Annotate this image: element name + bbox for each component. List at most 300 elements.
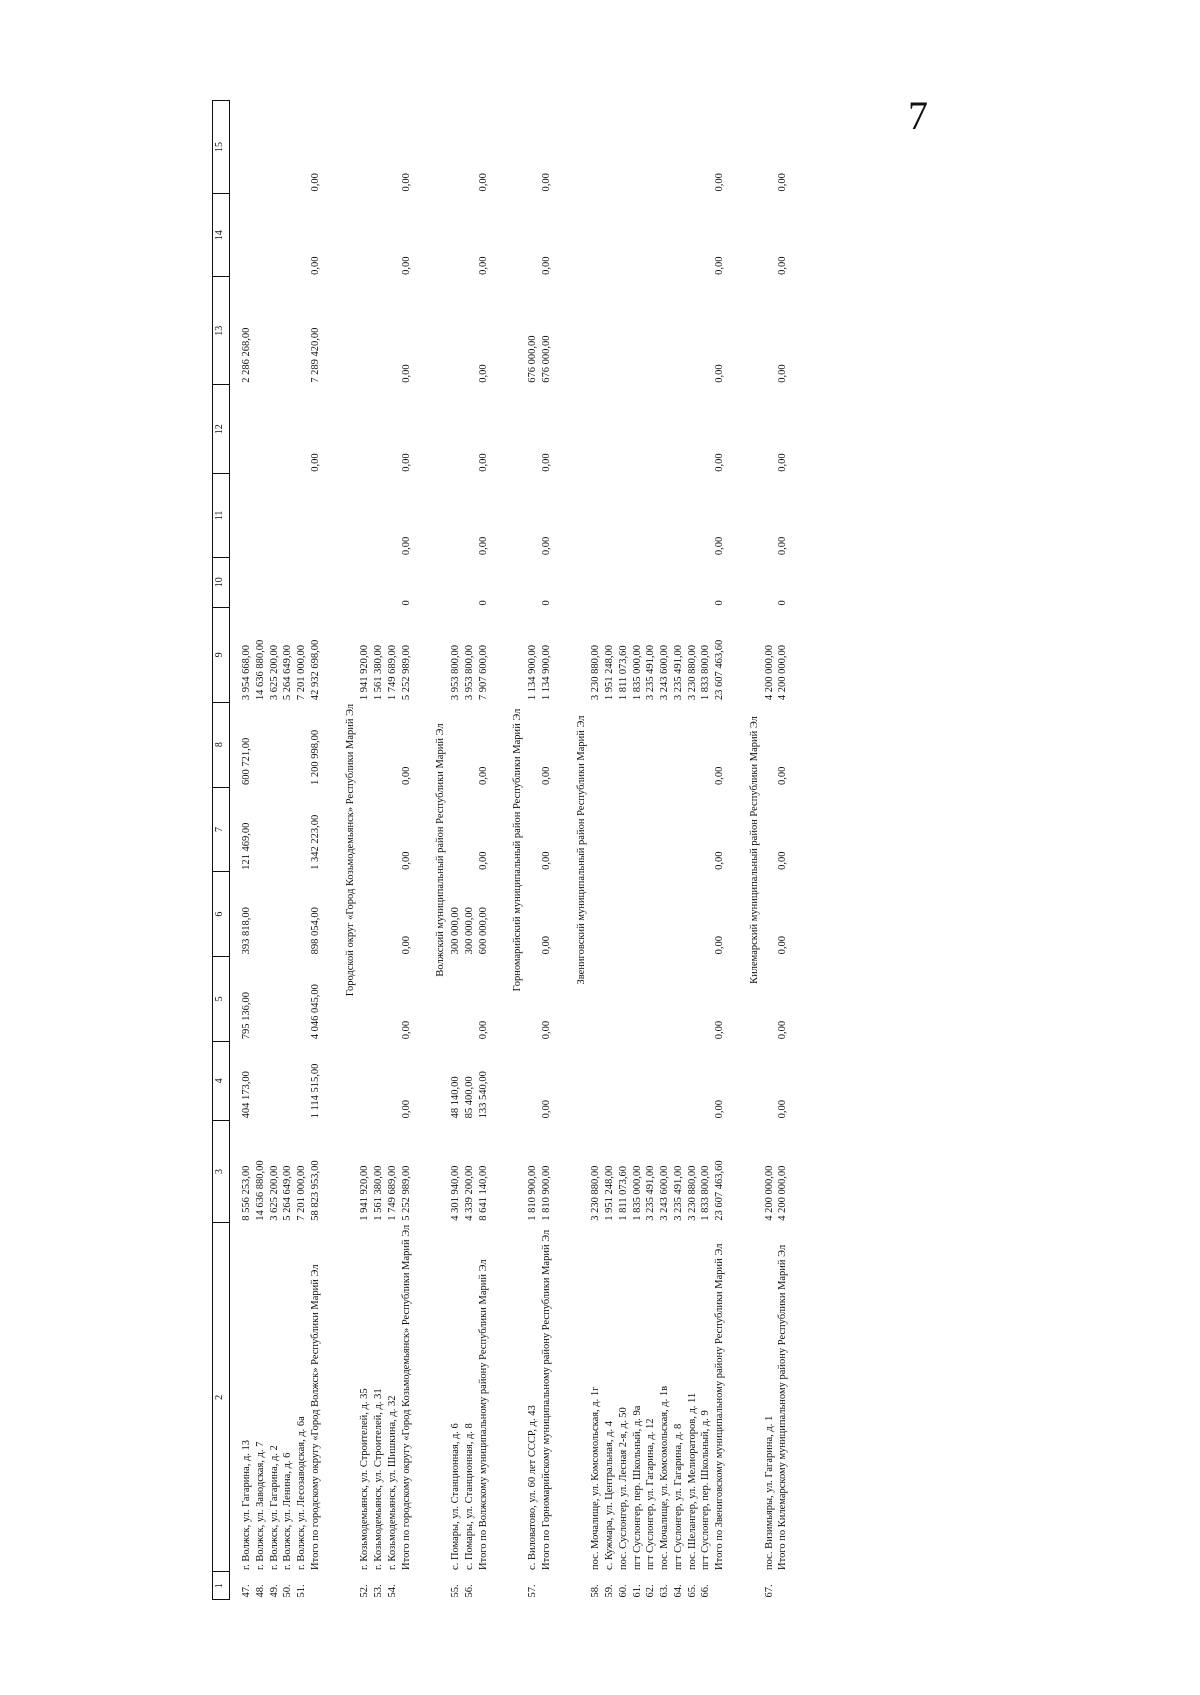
amount-cell: 1 561 380,00 (373, 645, 384, 701)
amount-cell: 0,00 (540, 851, 552, 870)
amount-cell (281, 277, 295, 385)
amount-cell (372, 101, 386, 194)
address-cell: г. Волжск, ул. Ленина, д. 6 (282, 1452, 294, 1570)
amount-cell (589, 956, 603, 1041)
amount-cell: 0,00 (777, 453, 789, 472)
section-heading-row (343, 101, 359, 1600)
amount-cell (686, 557, 700, 607)
column-number-cell: 11 (213, 474, 230, 557)
amount-cell (658, 385, 672, 474)
amount-cell (526, 956, 540, 1041)
amount-cell (589, 277, 603, 385)
amount-cell (240, 101, 254, 194)
amount-cell: 133 540,00 (477, 1071, 489, 1119)
spacer-row (333, 101, 343, 1600)
column-number-cell: 9 (213, 608, 230, 703)
amount-cell: 0,00 (714, 851, 725, 870)
amount-cell (631, 872, 645, 957)
address-cell: пгт Суслонгер, ул. Гагарина, д. 8 (672, 1423, 684, 1570)
amount-cell (672, 385, 686, 474)
amount-cell: 0,00 (400, 536, 412, 556)
amount-cell (268, 194, 282, 277)
row-number: 58. (590, 1584, 602, 1598)
amount-cell: 0,00 (540, 173, 552, 192)
amount-cell: 0,00 (477, 851, 489, 870)
amount-cell (686, 277, 700, 385)
amount-cell (617, 557, 631, 607)
address-cell: пгт Суслонгер, пер. Школьный, д. 9а (631, 1405, 643, 1570)
amount-cell (589, 557, 603, 607)
table-row (295, 101, 309, 1600)
amount-cell (763, 702, 777, 787)
amount-cell: 3 235 491,00 (672, 1165, 684, 1221)
row-number (540, 1572, 554, 1600)
amount-cell (763, 872, 777, 957)
amount-cell (686, 194, 700, 277)
amount-cell (699, 872, 713, 957)
amount-cell (268, 702, 282, 787)
column-number-cell: 1 (213, 1572, 230, 1600)
amount-cell (617, 872, 631, 957)
amount-cell (358, 956, 372, 1041)
amount-cell (617, 101, 631, 194)
amount-cell (309, 557, 323, 607)
amount-cell: 0,00 (477, 364, 489, 383)
amount-cell: 0,00 (540, 453, 552, 472)
amount-cell (372, 956, 386, 1041)
amount-cell (699, 557, 713, 607)
amount-cell (644, 787, 658, 872)
amount-cell (589, 872, 603, 957)
amount-cell (589, 1041, 603, 1120)
amount-cell: 3 235 491,00 (672, 645, 684, 701)
amount-cell (254, 956, 268, 1041)
amount-cell: 0,00 (309, 173, 321, 192)
amount-cell: 0,00 (714, 173, 725, 192)
amount-cell: 7 201 000,00 (296, 645, 307, 701)
amount-cell (603, 956, 617, 1041)
address-cell: с. Кужмара, ул. Центральная, д. 4 (604, 1420, 615, 1570)
amount-cell (672, 956, 686, 1041)
row-number (400, 1572, 414, 1600)
amount-cell (672, 1041, 686, 1120)
table-row (763, 101, 777, 1600)
amount-cell: 898 054,00 (309, 907, 321, 955)
amount-cell (449, 277, 463, 385)
address-cell: пос. Суслонгер, ул. Лесная 2-я, д. 50 (617, 1407, 629, 1570)
table-row (526, 101, 540, 1600)
column-number-cell: 13 (213, 277, 230, 385)
amount-cell: 14 636 880,00 (254, 1160, 266, 1221)
spacer-row (554, 101, 564, 1600)
section-heading: Звениговский муниципальный район Республики Марий Эл (575, 715, 587, 985)
amount-cell: 48 140,00 (450, 1076, 461, 1119)
amount-cell: 0 (477, 600, 489, 606)
amount-cell (603, 385, 617, 474)
amount-cell (254, 702, 268, 787)
amount-cell (449, 702, 463, 787)
amount-cell: 0,00 (540, 536, 552, 556)
amount-cell (240, 557, 254, 607)
address-cell: с. Помары, ул. Станционная, д. 6 (450, 1423, 461, 1570)
amount-cell: 0,00 (777, 364, 789, 383)
amount-cell: 0,00 (714, 364, 725, 383)
total-row (400, 101, 414, 1600)
row-number (713, 1572, 727, 1600)
amount-cell (268, 101, 282, 194)
amount-cell: 4 200 000,00 (763, 645, 775, 701)
amount-cell (268, 956, 282, 1041)
amount-cell (358, 557, 372, 607)
amount-cell (617, 474, 631, 557)
amount-cell: 4 339 200,00 (463, 1165, 475, 1221)
amount-cell: 5 252 989,00 (400, 645, 412, 701)
amount-cell: 5 264 649,00 (282, 645, 294, 701)
amount-cell (254, 557, 268, 607)
amount-cell (686, 385, 700, 474)
amount-cell: 1 200 998,00 (309, 729, 321, 786)
amount-cell: 300 000,00 (450, 907, 461, 955)
amount-cell (686, 787, 700, 872)
amount-cell (658, 787, 672, 872)
amount-cell (644, 1041, 658, 1120)
amount-cell: 14 636 880,00 (254, 639, 266, 701)
amount-cell: 1 810 900,00 (540, 1165, 552, 1221)
spacer-row (490, 101, 500, 1600)
amount-cell (672, 702, 686, 787)
amount-cell: 0,00 (540, 1100, 552, 1119)
amount-cell (449, 385, 463, 474)
row-number: 59. (604, 1584, 615, 1598)
amount-cell: 4 200 000,00 (777, 645, 789, 701)
amount-cell (358, 277, 372, 385)
amount-cell: 5 264 649,00 (282, 1165, 294, 1221)
amount-cell: 3 243 600,00 (659, 1165, 670, 1221)
row-number: 53. (373, 1584, 384, 1598)
row-number (477, 1572, 491, 1600)
section-heading: Городской округ «Город Козьмодемьянск» Республики Марий Эл (344, 703, 356, 997)
amount-cell (254, 385, 268, 474)
total-label: Итого по городскому округу «Город Козьмодемьянск» Республики Марий Эл (400, 1224, 412, 1570)
row-number: 63. (659, 1584, 670, 1598)
section-heading: Горномарийский муниципальный район Республики Марий Эл (512, 708, 524, 992)
amount-cell (254, 277, 268, 385)
amount-cell: 0,00 (777, 173, 789, 192)
amount-cell: 0,00 (309, 256, 321, 275)
amount-cell: 0,00 (777, 766, 789, 786)
amount-cell (658, 101, 672, 194)
page-number: 7 (908, 93, 928, 138)
table-row (372, 101, 386, 1600)
section-heading: Килемарский муниципальный район Республики Марий Эл (748, 716, 760, 984)
amount-cell: 0,00 (540, 936, 552, 955)
amount-cell (763, 385, 777, 474)
amount-cell (463, 385, 477, 474)
amount-cell (281, 787, 295, 872)
amount-cell: 0,00 (714, 1100, 725, 1119)
amount-cell (526, 194, 540, 277)
amount-cell: 393 818,00 (241, 907, 252, 955)
amount-cell (686, 702, 700, 787)
amount-cell (631, 956, 645, 1041)
table-row (631, 101, 645, 1600)
amount-cell: 7 907 600,00 (477, 645, 489, 701)
amount-cell (631, 385, 645, 474)
amount-cell: 1 749 689,00 (386, 1165, 398, 1221)
amount-cell (763, 557, 777, 607)
amount-cell (240, 385, 254, 474)
amount-cell (358, 787, 372, 872)
amount-cell (631, 1041, 645, 1120)
section-heading-row (433, 101, 449, 1600)
amount-cell (763, 1041, 777, 1120)
amount-cell (268, 872, 282, 957)
amount-cell: 3 230 880,00 (686, 645, 698, 701)
amount-cell (644, 385, 658, 474)
amount-cell (295, 702, 309, 787)
table-row (240, 101, 254, 1600)
amount-cell: 1 951 248,00 (604, 1165, 615, 1221)
amount-cell (463, 956, 477, 1041)
amount-cell (463, 474, 477, 557)
amount-cell: 4 200 000,00 (777, 1165, 789, 1221)
amount-cell (699, 277, 713, 385)
amount-cell (672, 474, 686, 557)
spacer-row (564, 101, 574, 1600)
amount-cell (631, 277, 645, 385)
amount-cell: 1 833 800,00 (700, 645, 712, 701)
amount-cell (589, 787, 603, 872)
budget-table (212, 100, 800, 1600)
row-number: 64. (672, 1584, 684, 1598)
amount-cell: 1 114 515,00 (309, 1063, 321, 1119)
amount-cell (295, 474, 309, 557)
amount-cell (644, 956, 658, 1041)
amount-cell (449, 557, 463, 607)
amount-cell: 1 835 000,00 (631, 645, 643, 701)
amount-cell: 0,00 (400, 766, 412, 786)
amount-cell (589, 702, 603, 787)
amount-cell (463, 101, 477, 194)
amount-cell: 3 953 800,00 (463, 645, 475, 701)
amount-cell: 0,00 (400, 1020, 412, 1040)
column-number-cell: 7 (213, 787, 230, 872)
table-row (386, 101, 400, 1600)
amount-cell: 4 301 940,00 (450, 1165, 461, 1221)
table-row (463, 101, 477, 1600)
amount-cell (617, 277, 631, 385)
amount-cell: 42 932 698,00 (309, 639, 321, 701)
address-cell: пгт Суслонгер, пер. Школьный, д. 9 (700, 1410, 712, 1570)
row-number: 49. (268, 1584, 280, 1598)
amount-cell (699, 385, 713, 474)
amount-cell (699, 194, 713, 277)
amount-cell: 0,00 (714, 256, 725, 275)
amount-cell: 4 046 045,00 (309, 984, 321, 1040)
amount-cell (295, 557, 309, 607)
amount-cell: 23 607 463,60 (714, 1160, 725, 1221)
row-number: 51. (296, 1584, 307, 1598)
row-number: 48. (254, 1584, 266, 1598)
amount-cell (699, 474, 713, 557)
amount-cell: 0,00 (477, 173, 489, 192)
amount-cell (386, 956, 400, 1041)
address-cell: г. Козьмодемьянск, ул. Строителей, д. 35 (359, 1388, 371, 1570)
amount-cell (372, 1041, 386, 1120)
amount-cell (603, 277, 617, 385)
amount-cell (295, 277, 309, 385)
row-number: 47. (241, 1584, 252, 1598)
amount-cell (254, 474, 268, 557)
row-number: 67. (763, 1584, 775, 1598)
amount-cell (631, 194, 645, 277)
amount-cell (699, 787, 713, 872)
address-cell: г. Волжск, ул. Гагарина, д. 13 (241, 1439, 252, 1570)
spacer-row (230, 101, 241, 1600)
amount-cell (603, 101, 617, 194)
amount-cell (449, 956, 463, 1041)
amount-cell (644, 101, 658, 194)
amount-cell: 0,00 (540, 256, 552, 275)
amount-cell: 3 235 491,00 (645, 645, 657, 701)
amount-cell (617, 702, 631, 787)
amount-cell (658, 474, 672, 557)
total-label: Итого по Горномарийскому муниципальному району Республики Марий Эл (540, 1229, 552, 1570)
amount-cell (526, 872, 540, 957)
amount-cell (686, 101, 700, 194)
amount-cell (372, 194, 386, 277)
address-cell: с. Помары, ул. Станционная, д. 8 (463, 1423, 475, 1570)
amount-cell (686, 1041, 700, 1120)
amount-cell (386, 702, 400, 787)
row-number (776, 1572, 790, 1600)
amount-cell (240, 194, 254, 277)
amount-cell: 0,00 (777, 851, 789, 870)
amount-cell: 1 811 073,60 (617, 1165, 629, 1221)
amount-cell (631, 474, 645, 557)
amount-cell (699, 101, 713, 194)
amount-cell (254, 194, 268, 277)
total-row (477, 101, 491, 1600)
amount-cell (644, 277, 658, 385)
amount-cell: 3 243 600,00 (659, 645, 670, 701)
amount-cell: 0,00 (400, 364, 412, 383)
amount-cell (617, 385, 631, 474)
row-number: 52. (359, 1584, 371, 1598)
amount-cell (658, 702, 672, 787)
amount-cell (672, 101, 686, 194)
amount-cell (526, 101, 540, 194)
column-number-cell: 2 (213, 1223, 230, 1572)
amount-cell (372, 277, 386, 385)
amount-cell (449, 474, 463, 557)
total-label: Итого по Звениговскому муниципальному району Республики Марий Эл (714, 1243, 725, 1570)
section-heading: Волжский муниципальный район Республики Марий Эл (435, 723, 447, 977)
total-row (309, 101, 323, 1600)
amount-cell (699, 1041, 713, 1120)
amount-cell (295, 385, 309, 474)
amount-cell (449, 787, 463, 872)
amount-cell: 0,00 (477, 453, 489, 472)
amount-cell (526, 702, 540, 787)
amount-cell (699, 702, 713, 787)
amount-cell (281, 101, 295, 194)
amount-cell: 1 749 689,00 (386, 645, 398, 701)
table-row (603, 101, 617, 1600)
amount-cell: 404 173,00 (241, 1071, 252, 1119)
amount-cell: 0,00 (400, 173, 412, 192)
amount-cell: 1 941 920,00 (359, 1165, 371, 1221)
amount-cell (763, 101, 777, 194)
table-row (268, 101, 282, 1600)
amount-cell: 0,00 (540, 1020, 552, 1040)
amount-cell (463, 194, 477, 277)
amount-cell (672, 557, 686, 607)
section-heading-row (510, 101, 526, 1600)
amount-cell (386, 194, 400, 277)
amount-cell: 7 289 420,00 (309, 327, 321, 383)
amount-cell (372, 474, 386, 557)
amount-cell (254, 101, 268, 194)
amount-cell (463, 557, 477, 607)
amount-cell (526, 474, 540, 557)
table-row (254, 101, 268, 1600)
amount-cell (281, 474, 295, 557)
amount-cell (631, 557, 645, 607)
address-cell: пгт Суслонгер, ул. Гагарина, д. 12 (645, 1418, 657, 1570)
amount-cell (617, 956, 631, 1041)
amount-cell: 0,00 (714, 1020, 725, 1040)
amount-cell (603, 194, 617, 277)
amount-cell (254, 787, 268, 872)
amount-cell (526, 385, 540, 474)
amount-cell (644, 702, 658, 787)
amount-cell (658, 194, 672, 277)
amount-cell: 600 721,00 (241, 737, 252, 786)
amount-cell: 58 823 953,00 (309, 1160, 321, 1221)
amount-cell: 0,00 (309, 453, 321, 472)
amount-cell (295, 101, 309, 194)
amount-cell (631, 101, 645, 194)
amount-cell: 3 953 800,00 (450, 645, 461, 701)
amount-cell: 1 134 900,00 (527, 645, 538, 701)
column-number-cell: 10 (213, 557, 230, 607)
amount-cell: 0,00 (477, 1020, 489, 1040)
amount-cell: 1 342 223,00 (309, 814, 321, 870)
amount-cell (672, 872, 686, 957)
address-cell: пос. Мочалище, ул. Комсомольская, д. 1г (590, 1386, 602, 1570)
amount-cell: 1 811 073,60 (617, 645, 629, 701)
amount-cell (449, 101, 463, 194)
amount-cell (603, 474, 617, 557)
amount-cell (672, 277, 686, 385)
amount-cell (603, 702, 617, 787)
amount-cell: 85 400,00 (463, 1076, 475, 1119)
amount-cell: 1 810 900,00 (527, 1165, 538, 1221)
amount-cell: 7 201 000,00 (296, 1165, 307, 1221)
amount-cell (526, 557, 540, 607)
amount-cell (386, 277, 400, 385)
row-number: 56. (463, 1584, 475, 1598)
amount-cell (631, 787, 645, 872)
amount-cell (603, 557, 617, 607)
amount-cell (358, 385, 372, 474)
row-number: 62. (645, 1584, 657, 1598)
amount-cell: 2 286 268,00 (241, 327, 252, 383)
amount-cell: 0,00 (400, 936, 412, 955)
column-number-cell: 4 (213, 1041, 230, 1120)
amount-cell (268, 474, 282, 557)
